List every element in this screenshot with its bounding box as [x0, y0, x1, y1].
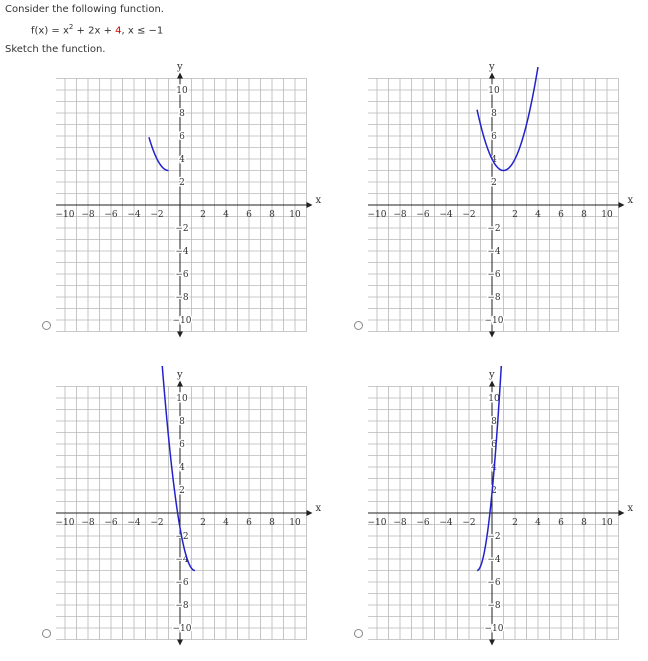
y-tick-label: −10: [172, 624, 192, 634]
y-tick-label: −6: [487, 578, 501, 588]
y-tick-label: −10: [484, 624, 504, 634]
function-middle: + 2x +: [73, 25, 116, 37]
y-tick-label: 2: [179, 486, 185, 496]
y-tick-label: 8: [491, 417, 497, 427]
x-tick-label: 8: [581, 210, 587, 220]
y-tick-label: 10: [488, 394, 500, 404]
x-tick-label: 2: [512, 518, 518, 528]
x-tick-label: 2: [200, 518, 206, 528]
y-tick-label: −6: [487, 270, 501, 280]
x-axis-label: x: [627, 195, 634, 206]
y-tick-label: −10: [172, 316, 192, 326]
option-a-radio[interactable]: [42, 321, 51, 330]
y-tick-label: 4: [491, 463, 497, 473]
y-tick-label: −6: [175, 270, 189, 280]
x-tick-label: 4: [535, 210, 541, 220]
option-d-radio[interactable]: [354, 629, 363, 638]
x-axis-arrow-right: [307, 202, 313, 208]
x-tick-label: 6: [558, 518, 564, 528]
x-tick-label: 10: [289, 518, 301, 528]
x-axis-arrow-right: [619, 510, 625, 516]
function-curve: [477, 67, 538, 171]
y-tick-label: −6: [175, 578, 189, 588]
y-tick-label: −2: [175, 532, 189, 542]
x-tick-label: −6: [416, 210, 430, 220]
x-tick-label: −6: [104, 518, 118, 528]
x-tick-label: −8: [393, 210, 407, 220]
x-tick-label: −4: [439, 210, 453, 220]
x-tick-label: −10: [56, 210, 75, 220]
option-a-graph: [56, 58, 326, 340]
y-tick-label: 10: [176, 86, 188, 96]
x-tick-label: 6: [246, 518, 252, 528]
y-tick-label: 2: [179, 178, 185, 188]
option-c-radio[interactable]: [42, 629, 51, 638]
x-tick-label: 2: [200, 210, 206, 220]
x-tick-label: −4: [439, 518, 453, 528]
x-tick-label: 8: [269, 210, 275, 220]
y-axis-label: y: [489, 369, 495, 381]
y-tick-label: 8: [491, 109, 497, 119]
y-tick-label: −4: [175, 247, 189, 257]
y-tick-label: 6: [491, 132, 497, 142]
option-d-graph: [368, 366, 638, 648]
option-b-radio[interactable]: [354, 321, 363, 330]
x-tick-label: −8: [393, 518, 407, 528]
x-tick-label: −4: [127, 210, 141, 220]
sketch-instruction: Sketch the function.: [5, 44, 106, 55]
function-curve: [149, 137, 169, 170]
y-axis-label: y: [177, 61, 183, 73]
y-tick-label: −2: [175, 224, 189, 234]
y-axis-arrow-up: [177, 73, 183, 79]
x-axis-arrow-right: [619, 202, 625, 208]
function-exponent: 2: [68, 23, 74, 31]
x-tick-label: 10: [601, 518, 613, 528]
x-tick-label: −2: [150, 518, 164, 528]
y-tick-label: 4: [179, 155, 185, 165]
function-domain: , x ≤ −1: [121, 25, 164, 37]
y-tick-label: −8: [487, 601, 501, 611]
x-tick-label: 6: [558, 210, 564, 220]
y-tick-label: 2: [491, 178, 497, 188]
y-axis-arrow-up: [177, 381, 183, 387]
y-tick-label: −2: [487, 532, 501, 542]
x-tick-label: 10: [289, 210, 301, 220]
x-tick-label: 2: [512, 210, 518, 220]
x-tick-label: −2: [462, 518, 476, 528]
x-tick-label: −2: [462, 210, 476, 220]
question-intro: Consider the following function.: [5, 4, 164, 15]
x-tick-label: −6: [416, 518, 430, 528]
y-tick-label: 6: [491, 440, 497, 450]
function-constant: 4: [115, 25, 122, 37]
x-tick-label: −8: [81, 210, 95, 220]
x-tick-label: 10: [601, 210, 613, 220]
y-tick-label: 2: [491, 486, 497, 496]
y-tick-label: 6: [179, 132, 185, 142]
y-axis-arrow-down: [489, 332, 495, 338]
y-tick-label: 8: [179, 109, 185, 119]
y-tick-label: −10: [484, 316, 504, 326]
function-definition: [31, 23, 163, 36]
x-tick-label: 8: [581, 518, 587, 528]
y-tick-label: 6: [179, 440, 185, 450]
x-tick-label: −6: [104, 210, 118, 220]
x-tick-label: 8: [269, 518, 275, 528]
x-axis-label: x: [627, 503, 634, 514]
x-tick-label: 4: [223, 518, 229, 528]
y-tick-label: −4: [175, 555, 189, 565]
y-tick-label: 8: [179, 417, 185, 427]
x-tick-label: 6: [246, 210, 252, 220]
y-tick-label: 4: [179, 463, 185, 473]
y-tick-label: −4: [487, 555, 501, 565]
x-tick-label: −10: [56, 518, 75, 528]
y-tick-label: −2: [487, 224, 501, 234]
x-axis-label: x: [315, 195, 322, 206]
y-tick-label: −8: [487, 293, 501, 303]
y-tick-label: 4: [491, 155, 497, 165]
x-tick-label: −10: [368, 518, 387, 528]
y-axis-label: y: [489, 61, 495, 73]
y-axis-arrow-up: [489, 381, 495, 387]
y-axis-label: y: [177, 369, 183, 381]
option-b-graph: [368, 58, 638, 340]
x-tick-label: 4: [223, 210, 229, 220]
x-axis-arrow-right: [307, 510, 313, 516]
x-tick-label: −4: [127, 518, 141, 528]
x-axis-label: x: [315, 503, 322, 514]
x-tick-label: 4: [535, 518, 541, 528]
y-tick-label: 10: [488, 86, 500, 96]
y-axis-arrow-down: [489, 640, 495, 646]
y-tick-label: 10: [176, 394, 188, 404]
x-tick-label: −10: [368, 210, 387, 220]
x-tick-label: −2: [150, 210, 164, 220]
y-tick-label: −8: [175, 293, 189, 303]
option-c-graph: [56, 366, 326, 648]
y-tick-label: −4: [487, 247, 501, 257]
y-axis-arrow-up: [489, 73, 495, 79]
x-tick-label: −8: [81, 518, 95, 528]
y-tick-label: −8: [175, 601, 189, 611]
function-lhs: f(x) = x: [31, 25, 69, 37]
y-axis-arrow-down: [177, 332, 183, 338]
y-axis-arrow-down: [177, 640, 183, 646]
